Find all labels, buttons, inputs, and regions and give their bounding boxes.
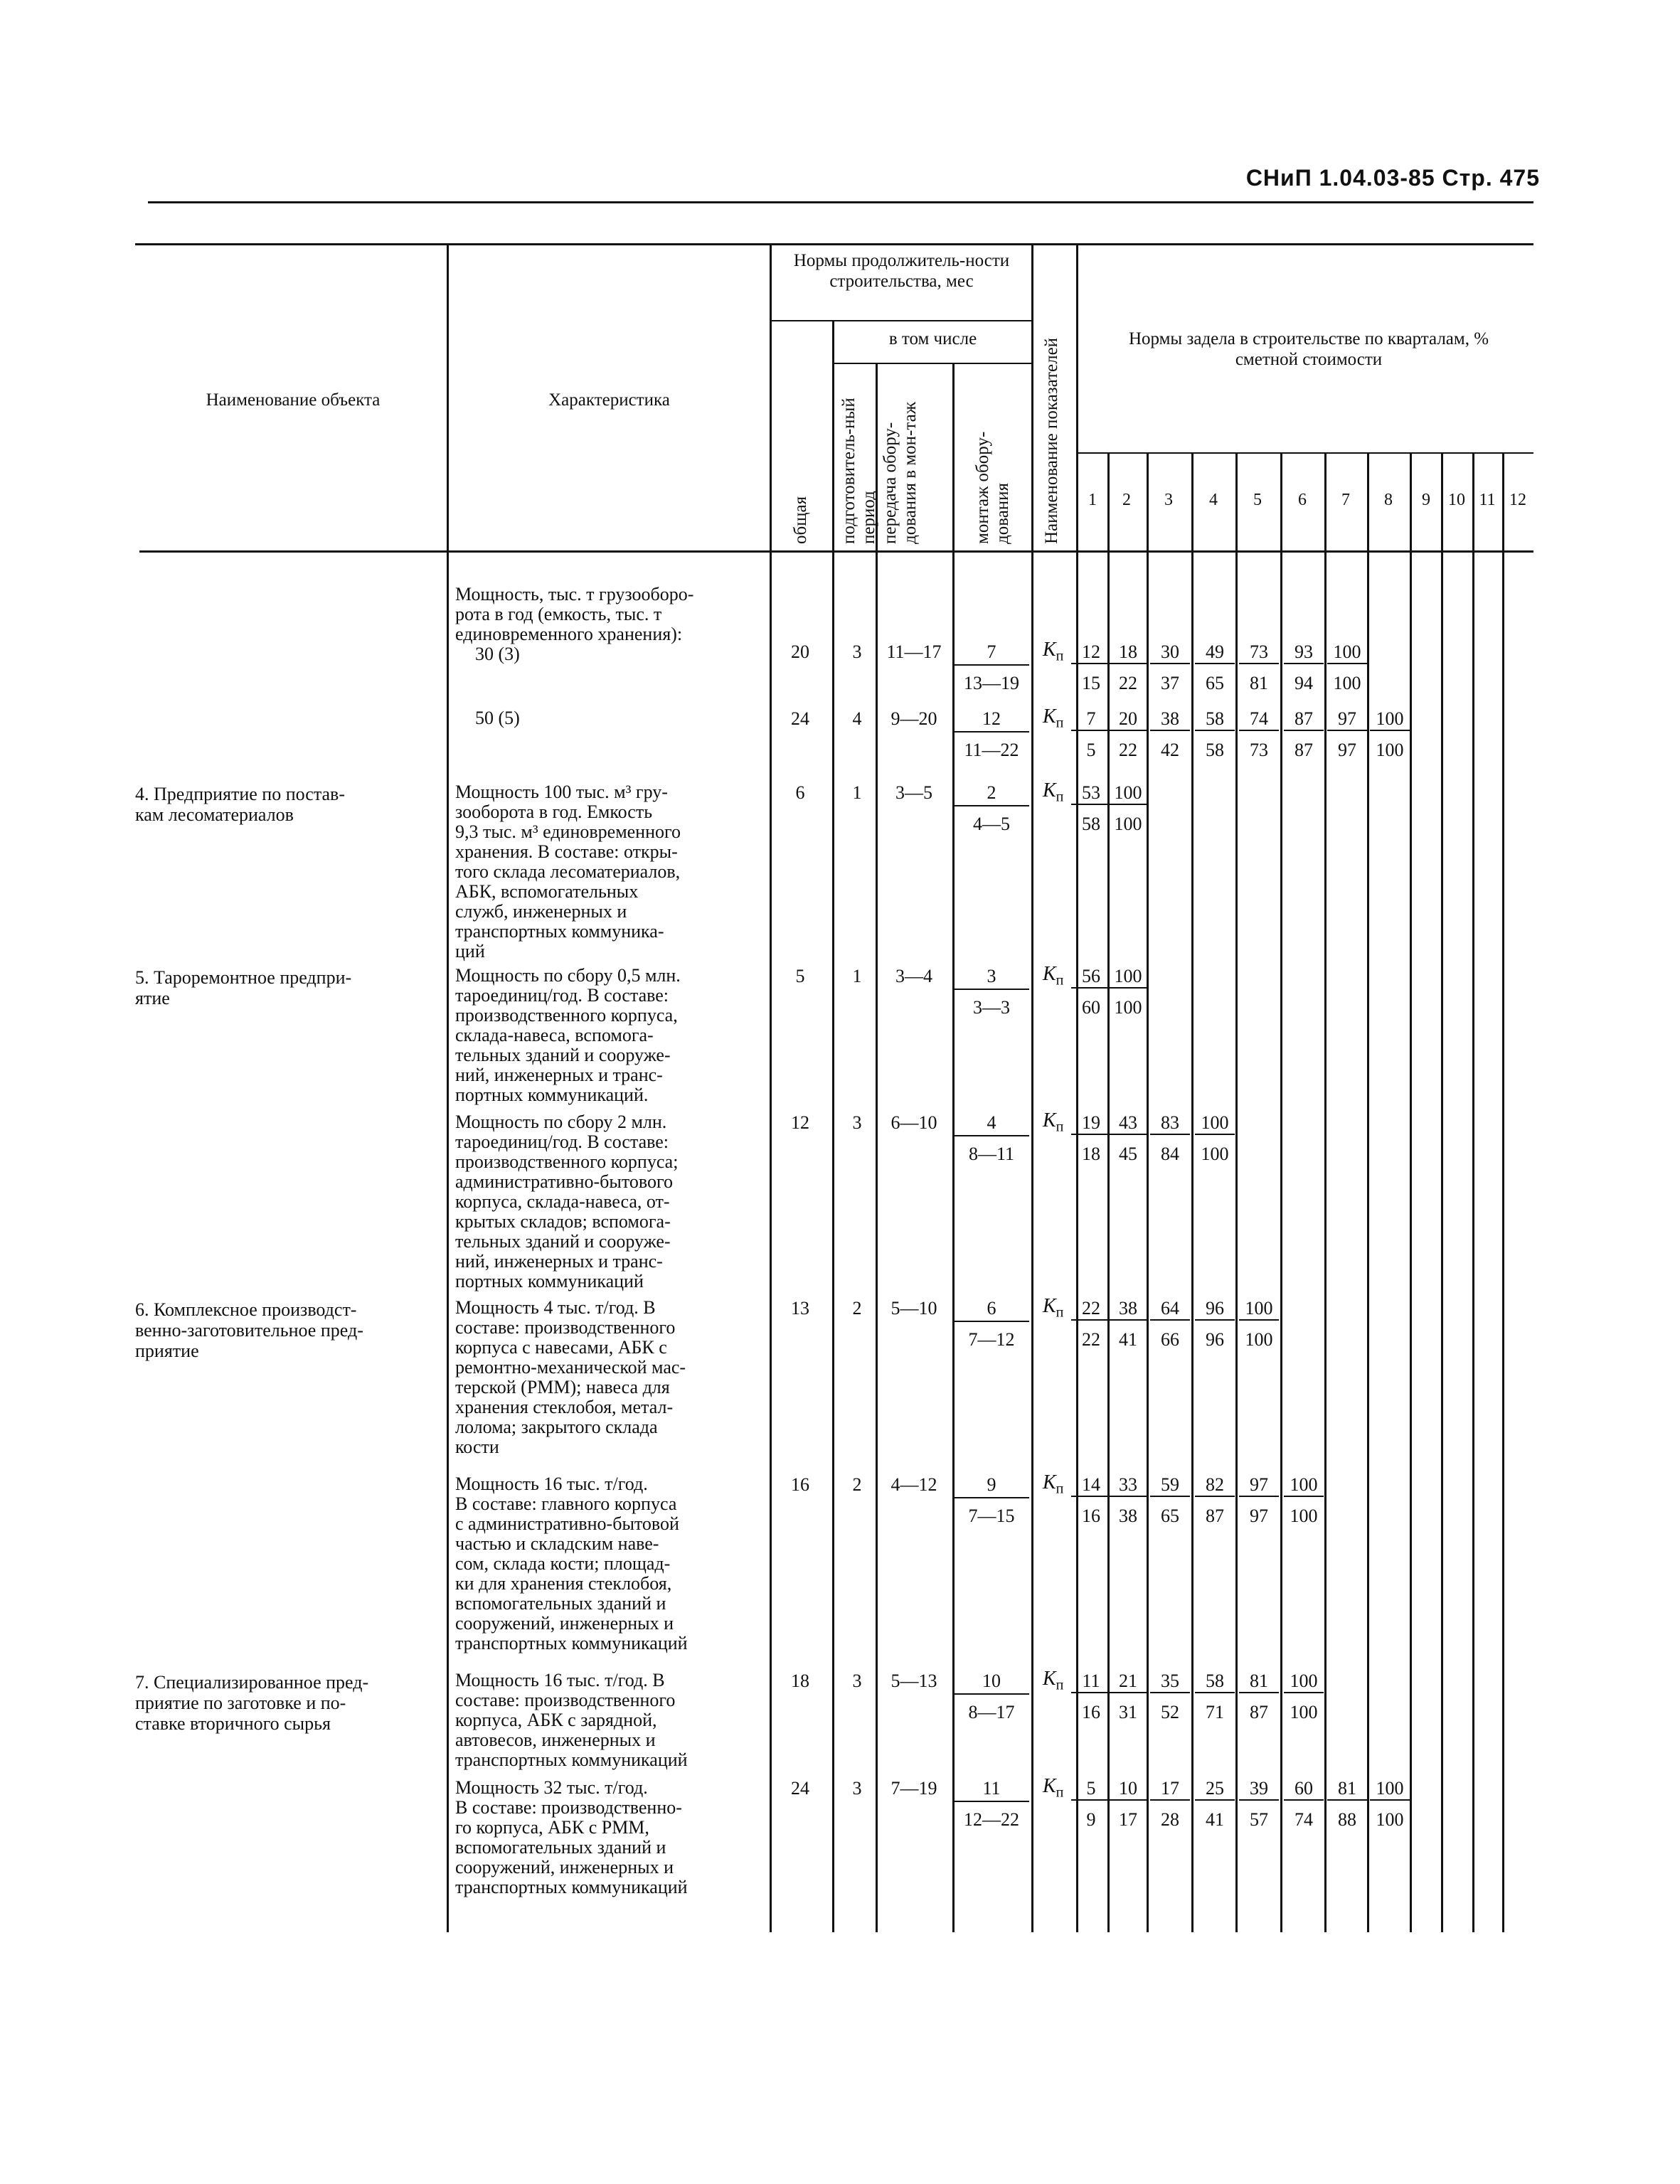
duration-install-bottom: 12—22 [964,1809,1019,1830]
characteristic-line: 9,3 тыс. м³ единовременного [455,821,681,842]
quarter-value-top: 100 [1195,1112,1235,1135]
object-name-line: кам лесоматериалов [135,804,294,825]
q-divider-6 [1324,452,1327,1932]
indicator-kp [1043,1471,1063,1498]
quarter-value-top: 11 [1071,1671,1111,1693]
quarter-value-top: 19 [1071,1112,1111,1135]
duration-total: 6 [795,782,805,803]
characteristic-line: портных коммуникаций [455,1271,644,1291]
quarter-6: 6 [1298,491,1307,509]
characteristic-line: транспортных коммуникаций [455,1749,688,1770]
indicator-subscript: п [1056,1677,1064,1693]
quarter-value-bottom: 65 [1206,673,1224,693]
quarter-value-bottom: 100 [1290,1702,1318,1722]
quarter-value-top: 97 [1327,708,1367,731]
characteristic-line: склада-навеса, вспомога- [455,1025,654,1045]
quarter-value-top: 93 [1284,641,1324,664]
quarter-value-top: 100 [1108,966,1148,989]
quarter-value-bottom: 16 [1082,1702,1100,1722]
quarter-value-top: 43 [1108,1112,1148,1135]
indicator-kp [1043,1775,1063,1801]
quarter-value-bottom: 100 [1376,740,1404,760]
duration-preparatory: 2 [852,1298,862,1319]
characteristic-line: единовременного хранения): [455,624,683,644]
quarter-value-top: 100 [1370,1778,1410,1801]
quarter-value-bottom: 87 [1206,1506,1224,1526]
characteristic-line: сом, склада кости; площад- [455,1553,671,1574]
characteristic-line: 50 (5) [475,708,520,728]
characteristic-line: ний, инженерных и транс- [455,1251,663,1272]
col-duration-group: Нормы продолжитель-ности строительства, мес [793,251,1010,291]
quarter-10: 10 [1448,491,1465,509]
quarter-value-top: 22 [1071,1298,1111,1321]
quarter-3: 3 [1164,491,1173,509]
q-divider-4 [1235,452,1238,1932]
indicator-kp [1043,1295,1063,1321]
indicator-subscript: п [1056,972,1064,989]
duration-transfer: 11—17 [886,641,942,662]
characteristic-line: Мощность 16 тыс. т/год. В [455,1670,665,1690]
object-name [135,1299,434,1361]
characteristic-line: го корпуса, АБК с РММ, [455,1817,649,1838]
quarter-value-top: 73 [1239,641,1279,664]
characteristic-text [455,1112,768,1291]
duration-install-top: 6 [954,1298,1029,1322]
duration-preparatory: 2 [852,1474,862,1495]
quarter-value-bottom: 100 [1245,1329,1273,1350]
object-name-line: 6. Комплексное производст- [135,1299,357,1320]
quarter-value-top: 25 [1195,1778,1235,1801]
characteristic-line: корпуса, склада-навеса, от- [455,1191,670,1212]
duration-install-bottom: 3—3 [973,997,1010,1018]
characteristic-line: транспортных коммуникаций [455,1877,688,1897]
characteristic-line: корпуса с навесами, АБК с [455,1337,667,1358]
col-divider-1 [447,243,449,1932]
indicator-letter: К [1043,639,1056,661]
quarter-value-bottom: 97 [1250,1506,1268,1526]
indicator-kp [1043,963,1063,989]
duration-install-top: 7 [954,641,1029,666]
object-name [135,1672,434,1734]
duration-transfer: 3—4 [895,966,932,986]
quarter-value-bottom: 97 [1338,740,1356,760]
duration-preparatory: 3 [852,1112,862,1133]
indicator-subscript: п [1056,715,1064,731]
indicator-subscript: п [1056,789,1064,805]
col-preparatory-text: подготовитель-ный период [839,398,878,544]
quarter-value-bottom: 60 [1082,997,1100,1018]
quarter-value-bottom: 31 [1119,1702,1137,1722]
quarter-value-top: 10 [1108,1778,1148,1801]
characteristic-line: составе: производственного [455,1690,676,1710]
quarter-7: 7 [1341,491,1350,509]
quarter-value-bottom: 37 [1161,673,1179,693]
characteristic-line: тароединиц/год. В составе: [455,985,669,1006]
duration-install-top: 11 [954,1778,1029,1802]
object-name-line: приятие по заготовке и по- [135,1693,346,1713]
duration-install-bottom: 8—17 [968,1702,1015,1722]
characteristic-line: В составе: главного корпуса [455,1493,677,1514]
indicator-letter: К [1043,1295,1056,1317]
characteristic-line: Мощность, тыс. т грузооборо- [455,584,694,604]
duration-install-bottom: 8—11 [968,1144,1015,1164]
col-divider-3 [832,320,834,1932]
quarter-value-bottom: 38 [1119,1506,1137,1526]
characteristic-line: Мощность 100 тыс. м³ гру- [455,782,668,802]
duration-transfer: 4—12 [890,1474,937,1495]
q-divider-7 [1367,452,1369,1932]
indicator-letter: К [1043,1109,1056,1131]
quarter-value-bottom: 74 [1294,1809,1313,1830]
quarter-value-bottom: 73 [1250,740,1268,760]
quarter-value-top: 59 [1150,1474,1190,1497]
object-name [135,967,434,1008]
quarter-value-top: 38 [1150,708,1190,731]
duration-transfer: 9—20 [890,708,937,729]
object-name-line: приятие [135,1341,199,1361]
characteristic-line: Мощность по сбору 0,5 млн. [455,965,681,986]
quarter-value-bottom: 87 [1294,740,1313,760]
duration-total: 5 [795,966,805,986]
indicator-letter: К [1043,1471,1056,1493]
indicator-subscript: п [1056,1481,1064,1497]
characteristic-line: сооружений, инженерных и [455,1613,674,1634]
quarter-value-bottom: 52 [1161,1702,1179,1722]
object-name [135,784,434,825]
characteristic-text [455,585,768,664]
quarter-value-bottom: 57 [1250,1809,1268,1830]
col-equipment-transfer-text: передача обору-дования в мон-таж [881,402,920,544]
duration-transfer: 5—13 [890,1671,937,1691]
col-divider-4 [876,363,878,1932]
quarter-value-top: 96 [1195,1298,1235,1321]
characteristic-line: транспортных коммуникаций [455,1633,688,1653]
quarter-value-bottom: 41 [1206,1809,1224,1830]
duration-total: 16 [791,1474,809,1495]
object-name-line: венно-заготовительное пред- [135,1320,363,1341]
quarter-value-top: 56 [1071,966,1111,989]
characteristic-line: сооружений, инженерных и [455,1857,674,1877]
object-name-line: ятие [135,988,170,1008]
quarter-value-top: 100 [1327,641,1367,664]
quarter-12: 12 [1509,491,1526,509]
characteristic-line: Мощность 4 тыс. т/год. В [455,1297,656,1318]
quarter-value-bottom: 100 [1333,673,1361,693]
characteristic-line: корпуса, АБК с зарядной, [455,1710,657,1730]
quarter-2: 2 [1122,491,1131,509]
characteristic-line: В составе: производственно- [455,1797,682,1818]
duration-install-top: 12 [954,708,1029,733]
characteristic-line: с административно-бытовой [455,1513,679,1534]
characteristic-line: тельных зданий и сооруже- [455,1231,671,1252]
quarter-value-bottom: 87 [1250,1702,1268,1722]
quarter-value-top: 97 [1239,1474,1279,1497]
col-divider-2 [770,243,772,1932]
quarter-value-top: 81 [1239,1671,1279,1693]
quarter-value-top: 17 [1150,1778,1190,1801]
quarter-value-top: 58 [1195,708,1235,731]
characteristic-line: того склада лесоматериалов, [455,861,681,882]
duration-total: 20 [791,641,809,662]
characteristic-line: зооборота в год. Емкость [455,801,653,822]
characteristic-line: Мощность 16 тыс. т/год. [455,1474,648,1494]
object-name-line: 7. Специализированное пред- [135,1672,369,1693]
characteristic-line: крытых складов; вспомога- [455,1211,671,1232]
quarter-value-bottom: 22 [1119,673,1137,693]
duration-total: 24 [791,708,809,729]
characteristic-line: портных коммуникаций. [455,1085,649,1105]
quarter-4: 4 [1209,491,1218,509]
col-indicator: Наименование показателей [1042,337,1061,544]
object-name-line: 4. Предприятие по постав- [135,784,345,804]
including-rule [832,363,1031,364]
quarter-value-top: 21 [1108,1671,1148,1693]
characteristic-line: Мощность 32 тыс. т/год. [455,1777,648,1798]
indicator-subscript: п [1056,1304,1064,1321]
indicator-kp [1043,705,1063,732]
quarter-value-top: 64 [1150,1298,1190,1321]
col-reserve-group: Нормы задела в строительстве по кварталам, % сметной стоимости [1128,329,1489,369]
quarter-value-bottom: 96 [1206,1329,1224,1350]
quarter-value-top: 12 [1071,641,1111,664]
quarter-value-bottom: 16 [1082,1506,1100,1526]
indicator-subscript: п [1056,1784,1064,1801]
indicator-kp [1043,1109,1063,1136]
indicator-kp [1043,639,1063,665]
indicator-kp [1043,779,1063,806]
characteristic-line: производственного корпуса; [455,1151,679,1172]
quarter-value-top: 87 [1284,708,1324,731]
quarter-value-top: 60 [1284,1778,1324,1801]
characteristic-text [455,1778,768,1897]
indicator-subscript: п [1056,648,1064,664]
characteristic-line: производственного корпуса, [455,1005,678,1026]
quarter-value-bottom: 100 [1201,1144,1229,1164]
duration-install-bottom: 7—15 [968,1506,1015,1526]
quarter-value-bottom: 100 [1290,1506,1318,1526]
q-divider-11 [1502,452,1504,1932]
duration-preparatory: 1 [852,782,862,803]
quarter-value-bottom: 66 [1161,1329,1179,1350]
col-divider-6 [1031,243,1033,1932]
quarter-value-bottom: 81 [1250,673,1268,693]
characteristic-line: кости [455,1437,499,1457]
quarter-value-bottom: 15 [1082,673,1100,693]
quarter-value-bottom: 22 [1119,740,1137,760]
characteristic-line: составе: производственного [455,1317,676,1338]
quarter-value-top: 82 [1195,1474,1235,1497]
quarter-value-top: 33 [1108,1474,1148,1497]
duration-total: 13 [791,1298,809,1319]
object-name-line: 5. Тароремонтное предпри- [135,967,352,988]
characteristic-line: вспомогательных зданий и [455,1837,666,1858]
characteristic-line: тароединиц/год. В составе: [455,1131,669,1152]
quarter-value-bottom: 9 [1086,1809,1096,1830]
q-divider-5 [1280,452,1282,1932]
characteristic-line: ний, инженерных и транс- [455,1065,663,1085]
characteristic-line: административно-бытового [455,1171,674,1192]
characteristic-line: автовесов, инженерных и [455,1730,656,1750]
quarter-value-bottom: 5 [1086,740,1096,760]
col-equipment-install [973,373,1013,544]
quarter-value-bottom: 71 [1206,1702,1224,1722]
quarter-value-top: 100 [1370,708,1410,731]
quarter-value-bottom: 100 [1376,1809,1404,1830]
quarter-8: 8 [1384,491,1393,509]
quarter-value-top: 100 [1108,782,1148,805]
quarter-value-top: 7 [1071,708,1111,731]
characteristic-line: терской (РММ); навеса для [455,1377,670,1397]
characteristic-line: 30 (3) [475,644,520,664]
quarter-value-top: 83 [1150,1112,1190,1135]
quarter-value-bottom: 65 [1161,1506,1179,1526]
table-top-rule [135,243,1533,245]
q-divider-9 [1441,452,1443,1932]
duration-install-bottom: 7—12 [968,1329,1015,1350]
col-object-name: Наименование объекта [206,390,381,410]
duration-install-bottom: 4—5 [973,814,1010,834]
characteristic-line: Мощность по сбору 2 млн. [455,1112,667,1132]
object-name-line: ставке вторичного сырья [135,1713,331,1734]
characteristic-text [455,1671,768,1770]
quarter-1: 1 [1088,491,1097,509]
duration-transfer: 6—10 [890,1112,937,1133]
quarter-value-bottom: 58 [1082,814,1100,834]
quarter-value-top: 100 [1239,1298,1279,1321]
header-rule [148,201,1533,203]
quarter-value-top: 53 [1071,782,1111,805]
q-divider-3 [1191,452,1193,1932]
col-equipment-install-text: монтаж обору-дования [973,431,1012,544]
col-characteristic: Характеристика [548,390,670,410]
quarter-value-bottom: 22 [1082,1329,1100,1350]
characteristic-line: хранения. В составе: откры- [455,841,678,862]
indicator-letter: К [1043,963,1056,985]
quarter-value-bottom: 17 [1119,1809,1137,1830]
quarter-value-top: 81 [1327,1778,1367,1801]
quarter-value-bottom: 88 [1338,1809,1356,1830]
duration-total: 12 [791,1112,809,1133]
characteristic-line: лолома; закрытого склада [455,1417,658,1437]
quarter-value-bottom: 100 [1114,997,1142,1018]
duration-install-top: 2 [954,782,1029,806]
quarter-9: 9 [1422,491,1430,509]
indicator-subscript: п [1056,1119,1064,1135]
characteristic-line: рота в год (емкость, тыс. т [455,604,662,624]
duration-transfer: 7—19 [890,1778,937,1799]
duration-install-bottom: 11—22 [964,740,1019,760]
characteristic-line: тельных зданий и сооруже- [455,1045,671,1065]
characteristic-text [455,782,768,962]
quarter-value-bottom: 28 [1161,1809,1179,1830]
characteristic-line: частью и складским наве- [455,1533,659,1554]
quarter-value-top: 49 [1195,641,1235,664]
quarter-value-top: 74 [1239,708,1279,731]
quarter-value-top: 38 [1108,1298,1148,1321]
characteristic-line: АБК, вспомогательных [455,881,639,902]
duration-install-bottom: 13—19 [964,673,1019,693]
quarter-value-bottom: 18 [1082,1144,1100,1164]
quarter-value-top: 20 [1108,708,1148,731]
characteristic-line: ремонтно-механической мас- [455,1357,686,1378]
col-preparatory [839,373,879,544]
characteristic-line: хранения стеклобоя, метал- [455,1397,674,1417]
indicator-letter: К [1043,1775,1056,1797]
duration-group-rule [770,320,1031,321]
characteristic-text [455,1298,768,1457]
duration-install-top: 4 [954,1112,1029,1136]
quarter-value-top: 14 [1071,1474,1111,1497]
characteristic-text [455,1474,768,1653]
indicator-letter: К [1043,705,1056,728]
duration-total: 24 [791,1778,809,1799]
characteristic-line: ций [455,941,485,962]
quarter-value-top: 30 [1150,641,1190,664]
characteristic-text [455,966,768,1105]
quarter-value-top: 39 [1239,1778,1279,1801]
col-including: в том числе [888,329,977,348]
duration-total: 18 [791,1671,809,1691]
duration-install-top: 3 [954,966,1029,990]
quarter-value-bottom: 100 [1114,814,1142,834]
indicator-letter: К [1043,1668,1056,1690]
quarter-value-bottom: 84 [1161,1144,1179,1164]
q-divider-10 [1472,452,1474,1932]
characteristic-line: транспортных коммуника- [455,921,664,942]
col-equipment-transfer [881,363,920,544]
indicator-letter: К [1043,779,1056,801]
duration-install-top: 10 [954,1671,1029,1695]
characteristic-text [455,708,768,728]
q-divider-8 [1410,452,1412,1932]
quarter-value-top: 5 [1071,1778,1111,1801]
col-total: общая [791,496,810,544]
quarter-11: 11 [1479,491,1496,509]
quarter-value-bottom: 58 [1206,740,1224,760]
quarter-value-top: 35 [1150,1671,1190,1693]
page-header: СНиП 1.04.03-85 Стр. 475 [1245,165,1540,191]
quarter-value-bottom: 94 [1294,673,1313,693]
quarter-value-bottom: 42 [1161,740,1179,760]
quarters-rule [1076,452,1533,454]
duration-preparatory: 1 [852,966,862,986]
duration-preparatory: 4 [852,708,862,729]
characteristic-line: вспомогательных зданий и [455,1593,666,1614]
duration-preparatory: 3 [852,1671,862,1691]
quarter-value-bottom: 41 [1119,1329,1137,1350]
quarter-value-bottom: 45 [1119,1144,1137,1164]
duration-install-top: 9 [954,1474,1029,1498]
characteristic-line: служб, инженерных и [455,901,627,922]
quarter-value-top: 18 [1108,641,1148,664]
duration-preparatory: 3 [852,1778,862,1799]
duration-preparatory: 3 [852,641,862,662]
duration-transfer: 3—5 [895,782,932,803]
quarter-value-top: 100 [1284,1671,1324,1693]
quarter-value-top: 100 [1284,1474,1324,1497]
duration-transfer: 5—10 [890,1298,937,1319]
characteristic-line: ки для хранения стеклобоя, [455,1573,672,1594]
quarter-5: 5 [1253,491,1262,509]
quarter-value-top: 58 [1195,1671,1235,1693]
indicator-kp [1043,1668,1063,1694]
